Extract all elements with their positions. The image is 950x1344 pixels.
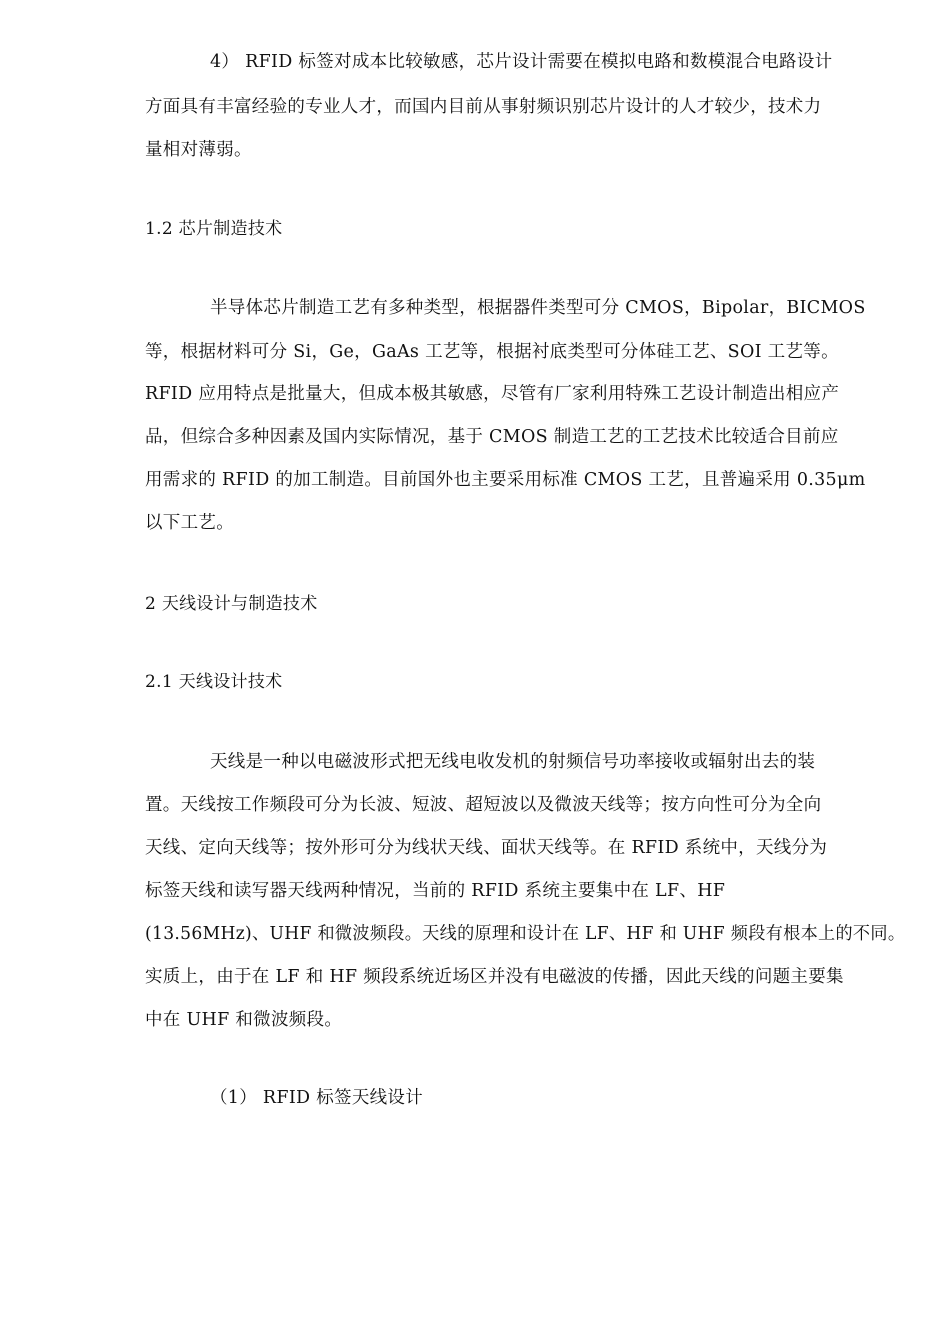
- para2-line5: 用需求的 RFID 的加工制造。目前国外也主要采用标准 CMOS 工艺，且普遍采用 0.35μm: [145, 470, 866, 490]
- heading-2: 2 天线设计与制造技术: [145, 594, 318, 614]
- para3-line6: 实质上，由于在 LF 和 HF 频段系统近场区并没有电磁波的传播，因此天线的问题主要集: [145, 967, 844, 987]
- subheading-rfid-tag-antenna: （1） RFID 标签天线设计: [210, 1088, 424, 1108]
- para3-line7: 中在 UHF 和微波频段。: [145, 1010, 343, 1030]
- para2-line1: 半导体芯片制造工艺有多种类型，根据器件类型可分 CMOS，Bipolar，BICMOS: [210, 298, 866, 318]
- heading-2-1: 2.1 天线设计技术: [145, 672, 283, 692]
- heading-1-2: 1.2 芯片制造技术: [145, 219, 283, 239]
- para1-line1: 4） RFID 标签对成本比较敏感，芯片设计需要在模拟电路和数模混合电路设计: [210, 52, 833, 72]
- para3-line3: 天线、定向天线等；按外形可分为线状天线、面状天线等。在 RFID 系统中，天线分为: [145, 838, 828, 858]
- para3-line5: (13.56MHz)、UHF 和微波频段。天线的原理和设计在 LF、HF 和 UHF 频段有根本上的不同。: [145, 924, 906, 944]
- para1-line2: 方面具有丰富经验的专业人才，而国内目前从事射频识别芯片设计的人才较少，技术力: [145, 97, 822, 117]
- para2-line6: 以下工艺。: [145, 513, 234, 533]
- para2-line3: RFID 应用特点是批量大，但成本极其敏感，尽管有厂家利用特殊工艺设计制造出相应产: [145, 384, 840, 404]
- para3-line4: 标签天线和读写器天线两种情况，当前的 RFID 系统主要集中在 LF、HF: [145, 881, 726, 901]
- para2-line4: 品，但综合多种因素及国内实际情况，基于 CMOS 制造工艺的工艺技术比较适合目前应: [145, 427, 839, 447]
- para2-line2: 等，根据材料可分 Si，Ge，GaAs 工艺等，根据衬底类型可分体硅工艺、SOI 工艺等。: [145, 342, 839, 362]
- para3-line1: 天线是一种以电磁波形式把无线电收发机的射频信号功率接收或辐射出去的装: [210, 752, 816, 772]
- para3-line2: 置。天线按工作频段可分为长波、短波、超短波以及微波天线等；按方向性可分为全向: [145, 795, 822, 815]
- para1-line3: 量相对薄弱。: [145, 140, 252, 160]
